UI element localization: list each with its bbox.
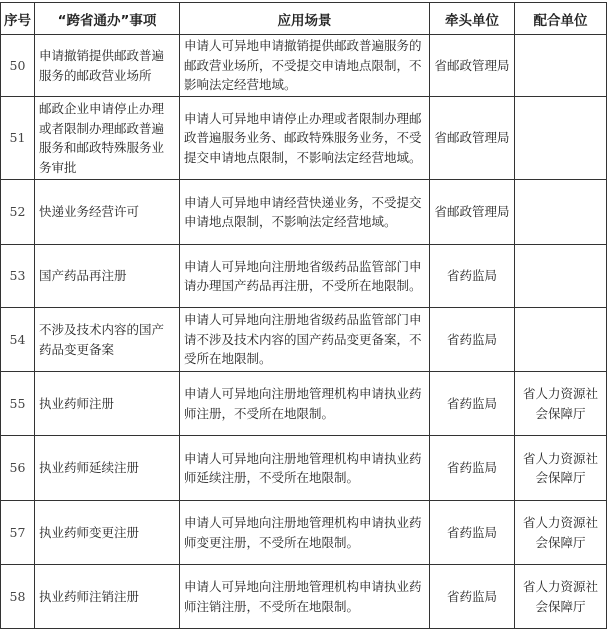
lead-unit: 省药监局 bbox=[430, 501, 515, 565]
cooperating-unit bbox=[515, 245, 607, 308]
item-name: 执业药师注销注册 bbox=[35, 565, 180, 629]
application-scenario: 申请人可异地向注册地管理机构申请执业药师注册，不受所在地限制。 bbox=[180, 372, 430, 436]
header-lead-unit: 牵头单位 bbox=[430, 3, 515, 35]
table-row bbox=[1, 35, 607, 97]
cooperating-unit: 省人力资源社会保障厅 bbox=[515, 372, 607, 436]
table-row bbox=[1, 501, 607, 565]
application-scenario: 申请人可异地向注册地管理机构申请执业药师注销注册，不受所在地限制。 bbox=[180, 565, 430, 629]
application-scenario: 申请人可异地申请停止办理或者限制办理邮政普遍服务业务、邮政特殊服务业务，不受提交申请地点限制，不影响法定经营地域。 bbox=[180, 97, 430, 180]
row-number: 58 bbox=[1, 565, 35, 629]
application-scenario: 申请人可异地向注册地管理机构申请执业药师延续注册，不受所在地限制。 bbox=[180, 436, 430, 501]
item-name: 执业药师注册 bbox=[35, 372, 180, 436]
item-name: 执业药师变更注册 bbox=[35, 501, 180, 565]
table-row bbox=[1, 308, 607, 372]
cooperating-unit bbox=[515, 97, 607, 180]
item-name: 不涉及技术内容的国产药品变更备案 bbox=[35, 308, 180, 372]
services-table bbox=[0, 2, 607, 629]
lead-unit: 省邮政管理局 bbox=[430, 97, 515, 180]
item-name: 国产药品再注册 bbox=[35, 245, 180, 308]
table-row bbox=[1, 97, 607, 180]
table-header-row bbox=[1, 3, 607, 35]
lead-unit: 省药监局 bbox=[430, 372, 515, 436]
application-scenario: 申请人可异地向注册地省级药品监管部门申请不涉及技术内容的国产药品变更备案，不受所在地限制。 bbox=[180, 308, 430, 372]
application-scenario: 申请人可异地申请经营快递业务，不受提交申请地点限制，不影响法定经营地域。 bbox=[180, 180, 430, 245]
table-row bbox=[1, 436, 607, 501]
row-number: 56 bbox=[1, 436, 35, 501]
row-number: 55 bbox=[1, 372, 35, 436]
item-name: 申请撤销提供邮政普遍服务的邮政营业场所 bbox=[35, 35, 180, 97]
row-number: 53 bbox=[1, 245, 35, 308]
table-row bbox=[1, 565, 607, 629]
cooperating-unit bbox=[515, 308, 607, 372]
cooperating-unit: 省人力资源社会保障厅 bbox=[515, 436, 607, 501]
item-name: 执业药师延续注册 bbox=[35, 436, 180, 501]
cooperating-unit: 省人力资源社会保障厅 bbox=[515, 501, 607, 565]
table-row bbox=[1, 180, 607, 245]
lead-unit: 省药监局 bbox=[430, 436, 515, 501]
application-scenario: 申请人可异地向注册地省级药品监管部门申请办理国产药品再注册，不受所在地限制。 bbox=[180, 245, 430, 308]
item-name: 快递业务经营许可 bbox=[35, 180, 180, 245]
row-number: 54 bbox=[1, 308, 35, 372]
table-row bbox=[1, 245, 607, 308]
row-number: 50 bbox=[1, 35, 35, 97]
lead-unit: 省药监局 bbox=[430, 245, 515, 308]
table-row bbox=[1, 372, 607, 436]
lead-unit: 省药监局 bbox=[430, 308, 515, 372]
lead-unit: 省药监局 bbox=[430, 565, 515, 629]
row-number: 52 bbox=[1, 180, 35, 245]
cooperating-unit bbox=[515, 180, 607, 245]
header-scenario: 应用场景 bbox=[180, 3, 430, 35]
application-scenario: 申请人可异地向注册地管理机构申请执业药师变更注册，不受所在地限制。 bbox=[180, 501, 430, 565]
row-number: 51 bbox=[1, 97, 35, 180]
row-number: 57 bbox=[1, 501, 35, 565]
application-scenario: 申请人可异地申请撤销提供邮政普遍服务的邮政营业场所，不受提交申请地点限制，不影响法定经营地域。 bbox=[180, 35, 430, 97]
cooperating-unit bbox=[515, 35, 607, 97]
header-seq-no: 序号 bbox=[1, 3, 35, 35]
header-item: “跨省通办”事项 bbox=[35, 3, 180, 35]
header-coop-unit: 配合单位 bbox=[515, 3, 607, 35]
lead-unit: 省邮政管理局 bbox=[430, 35, 515, 97]
item-name: 邮政企业申请停止办理或者限制办理邮政普遍服务和邮政特殊服务业务审批 bbox=[35, 97, 180, 180]
cooperating-unit: 省人力资源社会保障厅 bbox=[515, 565, 607, 629]
lead-unit: 省邮政管理局 bbox=[430, 180, 515, 245]
